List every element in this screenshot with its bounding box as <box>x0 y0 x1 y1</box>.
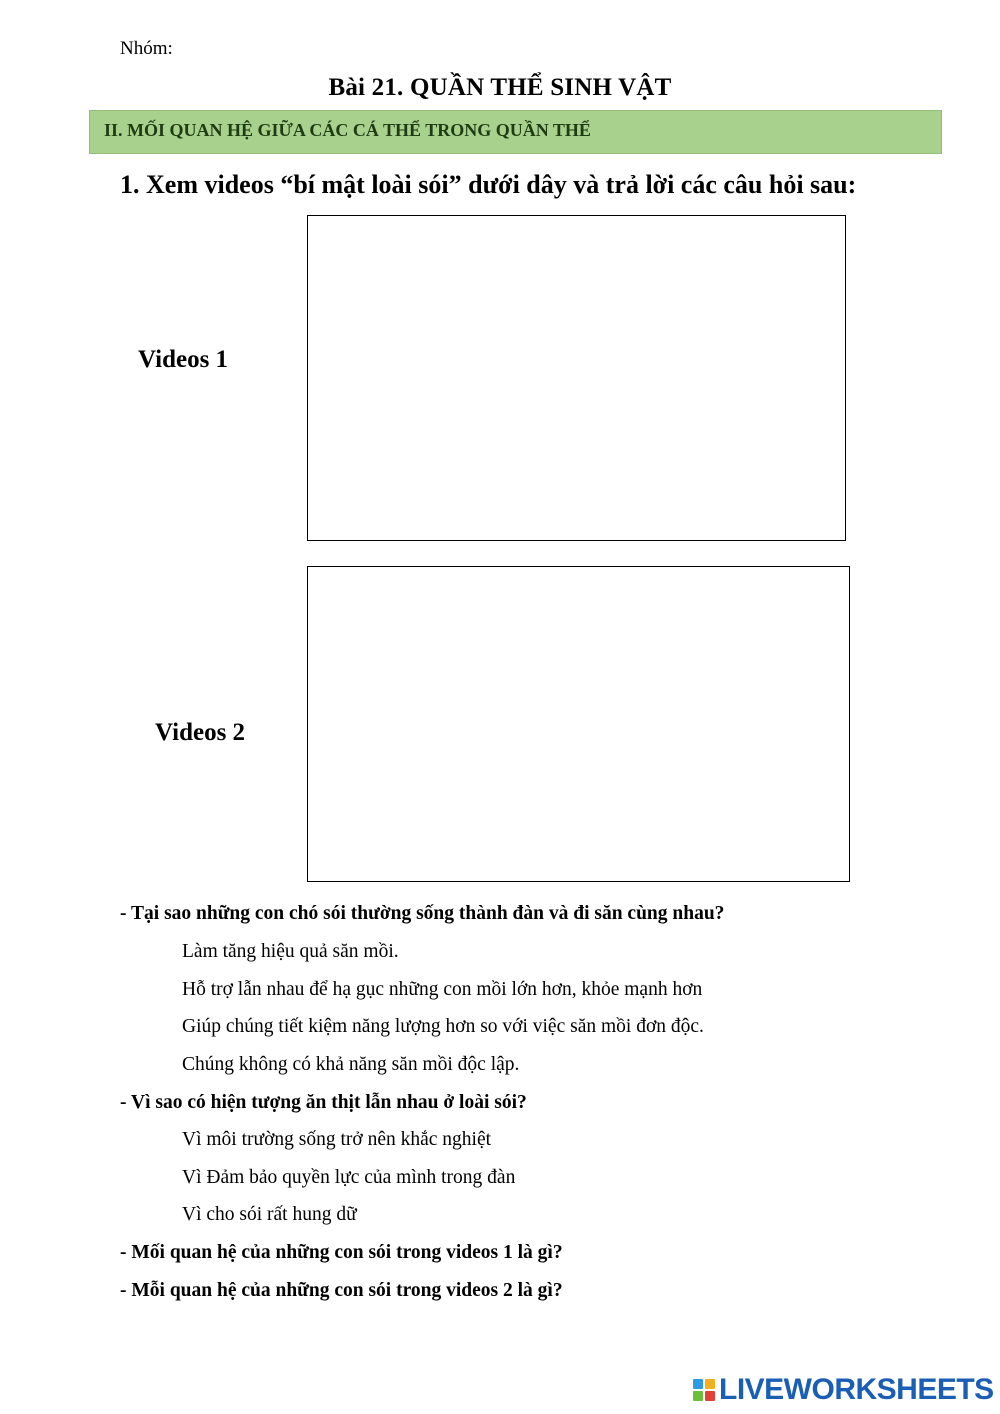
liveworksheets-logo-icon <box>693 1379 715 1401</box>
question-1-option-2[interactable] <box>182 979 702 1001</box>
section-heading: II. MỐI QUAN HỆ GIỮA CÁC CÁ THỂ TRONG QUẦN THỂ <box>104 120 591 140</box>
logo-tile <box>705 1379 715 1389</box>
section-bar <box>89 110 942 154</box>
question-2-option-3[interactable] <box>182 1204 357 1226</box>
question-1: - Tại sao những con chó sói thường sống thành đàn và đi săn cùng nhau? <box>120 903 725 924</box>
page-title: Bài 21. QUẦN THỂ SINH VẬT <box>328 74 672 101</box>
question-2-option-2[interactable] <box>182 1167 515 1189</box>
question-1-option-1[interactable] <box>182 941 399 963</box>
option-text: Giúp chúng tiết kiệm năng lượng hơn so với việc săn mồi đơn độc. <box>182 1016 704 1037</box>
question-3: - Mối quan hệ của những con sói trong videos 1 là gì? <box>120 1242 563 1263</box>
question-1-option-3[interactable] <box>182 1016 704 1038</box>
question-2-option-1[interactable] <box>182 1129 491 1151</box>
video-2-label: Videos 2 <box>155 719 246 746</box>
video-2-player[interactable] <box>307 566 850 882</box>
option-text: Vì cho sói rất hung dữ <box>182 1204 357 1225</box>
option-text: Vì môi trường sống trở nên khắc nghiệt <box>182 1129 492 1150</box>
group-label: Nhóm: <box>120 38 173 59</box>
logo-text: LIVEWORKSHEETS <box>719 1373 994 1406</box>
option-text: Làm tăng hiệu quả săn mồi. <box>182 941 399 962</box>
instruction: 1. Xem videos “bí mật loài sói” dưới dây và trả lời các câu hỏi sau: <box>120 170 857 199</box>
logo-tile <box>705 1391 715 1401</box>
logo-tile <box>693 1379 703 1389</box>
question-4: - Mỗi quan hệ của những con sói trong videos 2 là gì? <box>120 1280 563 1301</box>
liveworksheets-logo <box>693 1374 994 1406</box>
video-1-player[interactable] <box>307 215 846 541</box>
logo-tile <box>693 1391 703 1401</box>
question-2: - Vì sao có hiện tượng ăn thịt lẫn nhau ở loài sói? <box>120 1092 527 1113</box>
option-text: Chúng không có khả năng săn mồi độc lập. <box>182 1054 520 1075</box>
option-text: Vì Đảm bảo quyền lực của mình trong đàn <box>182 1167 516 1188</box>
option-text: Hỗ trợ lẫn nhau để hạ gục những con mồi lớn hơn, khỏe mạnh hơn <box>182 979 703 1000</box>
question-1-option-4[interactable] <box>182 1054 519 1076</box>
video-1-label: Videos 1 <box>138 346 229 373</box>
